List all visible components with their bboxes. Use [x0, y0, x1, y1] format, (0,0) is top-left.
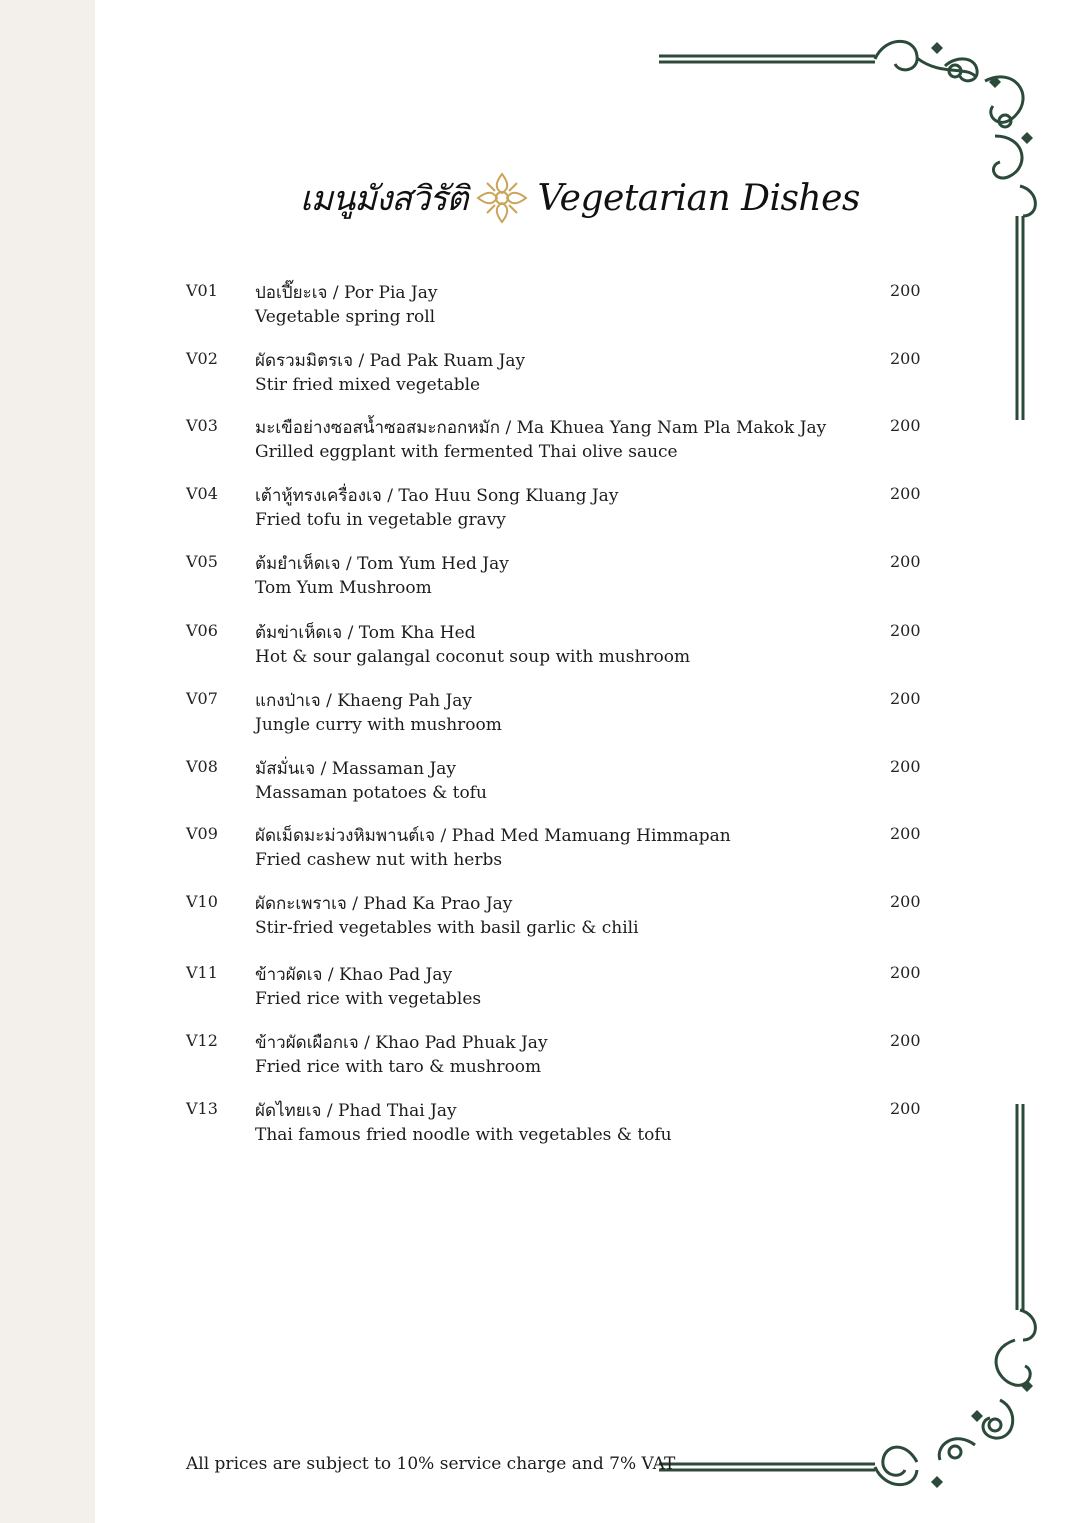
title-english: Vegetarian Dishes	[537, 177, 860, 219]
item-price: 200	[890, 552, 921, 571]
item-code: V08	[186, 757, 218, 776]
item-name-thai: ปอเปี๊ยะเจ	[255, 283, 328, 303]
item-name-english: / Ma Khuea Yang Nam Pla Makok Jay	[500, 418, 827, 438]
item-description: Fried rice with taro & mushroom	[255, 1057, 542, 1077]
item-name	[255, 1097, 457, 1124]
item-description: Vegetable spring roll	[255, 307, 436, 327]
item-name-english: / Pad Pak Ruam Jay	[353, 351, 526, 371]
item-name-english: / Tom Kha Hed	[342, 623, 476, 643]
item-name-thai: ผัดเม็ดมะม่วงหิมพานต์เจ	[255, 826, 436, 846]
item-description: Tom Yum Mushroom	[255, 578, 432, 598]
item-name	[255, 550, 509, 577]
item-name	[255, 279, 438, 306]
item-name-thai: มัสมั่นเจ	[255, 759, 316, 779]
item-description: Fried cashew nut with herbs	[255, 850, 503, 870]
item-name	[255, 414, 826, 441]
item-description: Massaman potatoes & tofu	[255, 783, 487, 803]
menu-item	[0, 349, 1076, 409]
item-code: V10	[186, 892, 218, 911]
item-price: 200	[890, 281, 921, 300]
menu-item	[0, 552, 1076, 612]
item-name-thai: ข้าวผัดเผือกเจ	[255, 1033, 359, 1053]
item-price: 200	[890, 1099, 921, 1118]
item-code: V04	[186, 484, 218, 503]
item-code: V11	[186, 963, 218, 982]
item-description: Jungle curry with mushroom	[255, 715, 502, 735]
item-price: 200	[890, 689, 921, 708]
footer-note: All prices are subject to 10% service charge and 7% VAT	[186, 1454, 676, 1474]
item-price: 200	[890, 349, 921, 368]
menu-item	[0, 484, 1076, 544]
item-price: 200	[890, 1031, 921, 1050]
item-name-english: / Por Pia Jay	[327, 283, 438, 303]
item-name-thai: มะเขือย่างซอสน้ำซอสมะกอกหมัก	[255, 418, 501, 438]
item-name-english: / Khaeng Pah Jay	[320, 691, 473, 711]
thai-flower-emblem-icon	[475, 171, 529, 225]
item-price: 200	[890, 416, 921, 435]
item-name	[255, 687, 472, 714]
menu-item	[0, 1031, 1076, 1091]
item-price: 200	[890, 892, 921, 911]
item-name	[255, 1029, 548, 1056]
item-name-english: / Tao Huu Song Kluang Jay	[381, 486, 619, 506]
item-description: Fried tofu in vegetable gravy	[255, 510, 506, 530]
item-code: V03	[186, 416, 218, 435]
menu-item	[0, 689, 1076, 749]
item-price: 200	[890, 963, 921, 982]
menu-item	[0, 1099, 1076, 1159]
title-thai: เมนูมังสวิรัติ	[300, 179, 468, 219]
menu-item	[0, 757, 1076, 817]
item-name-thai: แกงป่าเจ	[255, 691, 321, 711]
item-code: V13	[186, 1099, 218, 1118]
item-description: Hot & sour galangal coconut soup with mushroom	[255, 647, 691, 667]
item-name-thai: ผัดกะเพราเจ	[255, 894, 347, 914]
menu-item	[0, 416, 1076, 476]
item-code: V07	[186, 689, 218, 708]
item-price: 200	[890, 484, 921, 503]
item-price: 200	[890, 757, 921, 776]
item-name-thai: ผัดรวมมิตรเจ	[255, 351, 354, 371]
item-name	[255, 755, 456, 782]
item-name-thai: ข้าวผัดเจ	[255, 965, 323, 985]
item-code: V02	[186, 349, 218, 368]
item-code: V12	[186, 1031, 218, 1050]
item-price: 200	[890, 824, 921, 843]
item-price: 200	[890, 621, 921, 640]
item-name-thai: ผัดไทยเจ	[255, 1101, 322, 1121]
menu-item	[0, 621, 1076, 681]
item-code: V09	[186, 824, 218, 843]
menu-item	[0, 892, 1076, 952]
item-code: V01	[186, 281, 218, 300]
item-description: Grilled eggplant with fermented Thai olive sauce	[255, 442, 678, 462]
item-name-english: / Massaman Jay	[315, 759, 457, 779]
item-name-thai: เต้าหู้ทรงเครื่องเจ	[255, 486, 382, 506]
item-name-english: / Phad Thai Jay	[321, 1101, 457, 1121]
item-name	[255, 619, 476, 646]
page-title	[300, 158, 860, 238]
item-description: Thai famous fried noodle with vegetables & tofu	[255, 1125, 672, 1145]
item-name-english: / Khao Pad Phuak Jay	[358, 1033, 548, 1053]
item-name-english: / Phad Ka Prao Jay	[346, 894, 513, 914]
item-code: V06	[186, 621, 218, 640]
menu-item	[0, 824, 1076, 884]
item-name	[255, 482, 618, 509]
item-name-thai: ต้มยำเห็ดเจ	[255, 554, 341, 574]
item-name	[255, 890, 512, 917]
menu-item	[0, 281, 1076, 341]
menu-item	[0, 963, 1076, 1023]
item-name	[255, 347, 525, 374]
item-name-thai: ต้มข่าเห็ดเจ	[255, 623, 343, 643]
item-code: V05	[186, 552, 218, 571]
item-name-english: / Phad Med Mamuang Himmapan	[435, 826, 731, 846]
item-name-english: / Tom Yum Hed Jay	[340, 554, 509, 574]
item-description: Fried rice with vegetables	[255, 989, 482, 1009]
item-description: Stir-fried vegetables with basil garlic & chili	[255, 918, 639, 938]
item-name	[255, 822, 731, 849]
item-name	[255, 961, 452, 988]
item-name-english: / Khao Pad Jay	[322, 965, 453, 985]
item-description: Stir fried mixed vegetable	[255, 375, 481, 395]
